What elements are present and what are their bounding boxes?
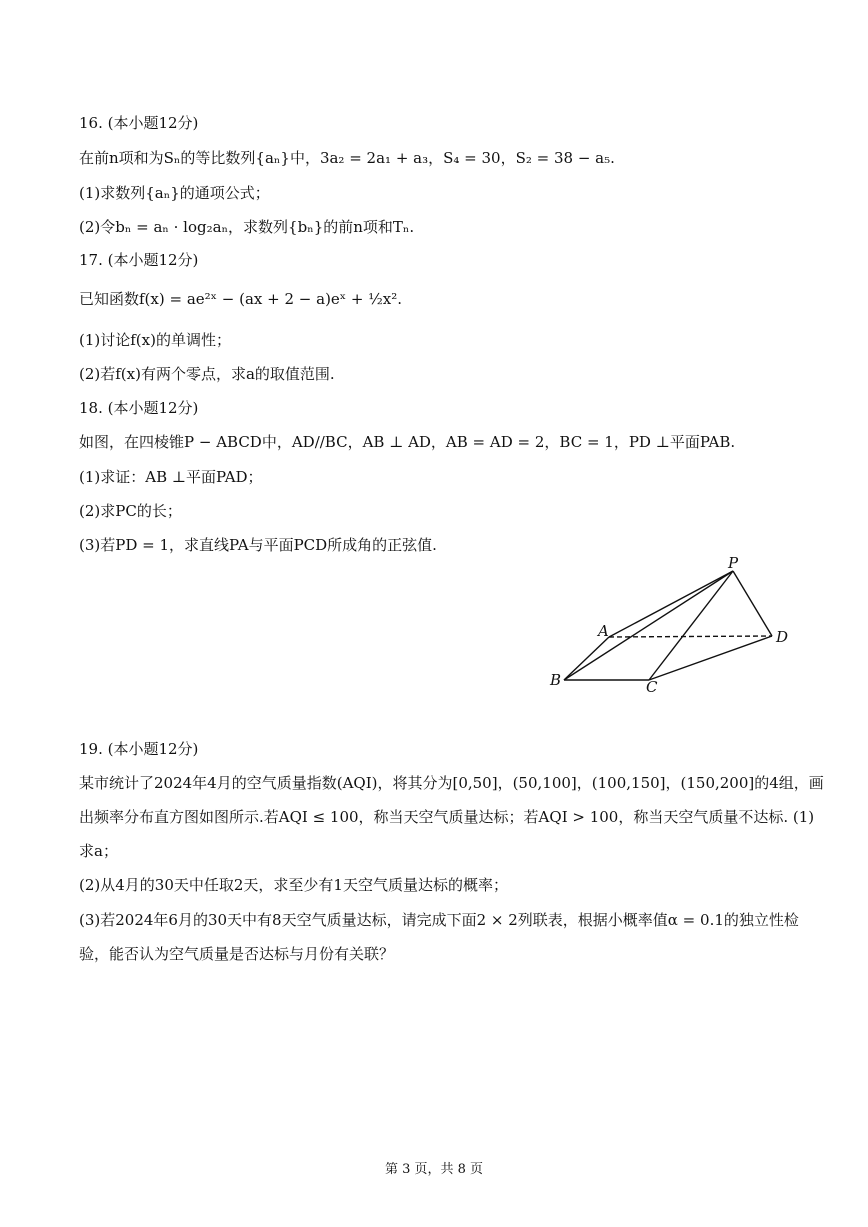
- problem-17-title: 17. (本小题12分): [79, 251, 199, 269]
- problem-18-statement: 如图，在四棱锥P − ABCD中，AD//BC，AB ⊥ AD，AB = AD = 2，BC = 1，PD ⊥平面PAB.: [79, 433, 736, 451]
- label-P: P: [728, 556, 739, 572]
- problem-19-statement-line-3: 求a；: [79, 842, 118, 860]
- label-B: B: [550, 671, 562, 689]
- problem-16-title: 16. (本小题12分): [79, 114, 199, 132]
- problem-19-part-3-line-2: 验，能否认为空气质量是否达标与月份有关联？: [79, 945, 395, 963]
- problem-16-statement: 在前n项和为Sₙ的等比数列{aₙ}中，3a₂ = 2a₁ + a₃，S₄ = 30，S₂ = 38 − a₅.: [79, 149, 615, 167]
- edge-AD-hidden: [609, 636, 772, 637]
- edge-PB: [564, 571, 733, 680]
- problem-18-part-3: (3)若PD = 1，求直线PA与平面PCD所成角的正弦值.: [79, 536, 437, 554]
- edge-CD: [649, 636, 772, 680]
- problem-18-part-2: (2)求PC的长；: [79, 502, 182, 520]
- edge-PD: [733, 571, 772, 636]
- problem-18-title: 18. (本小题12分): [79, 399, 199, 417]
- label-A: A: [598, 622, 609, 640]
- problem-16-part-2: (2)令bₙ = aₙ · log₂aₙ，求数列{bₙ}的前n项和Tₙ.: [79, 218, 415, 236]
- page-footer: 第 3 页，共 8 页: [384, 1162, 484, 1177]
- problem-19-title: 19. (本小题12分): [79, 740, 199, 758]
- problem-18-part-1: (1)求证：AB ⊥平面PAD；: [79, 468, 263, 486]
- problem-17-part-1: (1)讨论f(x)的单调性；: [79, 331, 231, 349]
- problem-19-part-3-line-1: (3)若2024年6月的30天中有8天空气质量达标，请完成下面2 × 2列联表，根据小概率值α = 0.1的独立性检: [79, 911, 799, 929]
- problem-17-part-2: (2)若f(x)有两个零点，求a的取值范围.: [79, 365, 335, 383]
- edge-PC: [649, 571, 733, 680]
- pyramid-figure: [540, 556, 800, 700]
- edge-AB: [564, 637, 609, 680]
- problem-19-statement-line-2: 出频率分布直方图如图所示.若AQI ≤ 100，称当天空气质量达标；若AQI > 100，称当天空气质量不达标. (1): [79, 808, 815, 826]
- label-D: D: [776, 628, 789, 646]
- label-C: C: [646, 678, 658, 696]
- edge-PA: [609, 571, 733, 637]
- problem-16-part-1: (1)求数列{aₙ}的通项公式；: [79, 184, 270, 202]
- problem-17-statement: 已知函数f(x) = ae²ˣ − (ax + 2 − a)eˣ + ½x².: [79, 290, 403, 308]
- problem-19-part-2: (2)从4月的30天中任取2天，求至少有1天空气质量达标的概率；: [79, 876, 508, 894]
- problem-19-statement-line-1: 某市统计了2024年4月的空气质量指数(AQI)，将其分为[0,50]，(50,100]，(100,150]，(150,200]的4组，画: [79, 774, 824, 792]
